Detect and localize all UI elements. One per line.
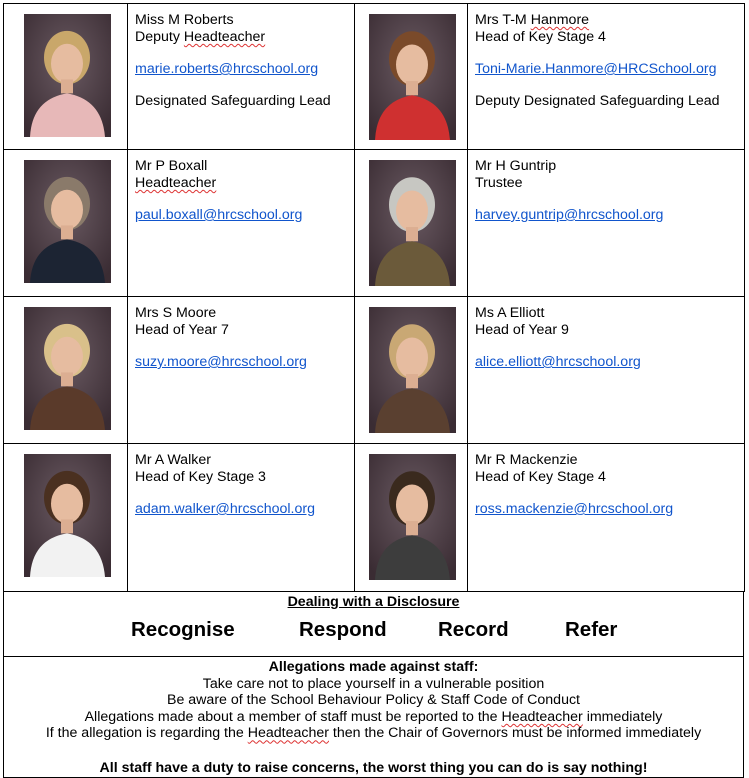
staff-photo <box>24 160 111 283</box>
staff-email-link[interactable]: Toni-Marie.Hanmore@HRCSchool.org <box>475 61 717 77</box>
spellcheck-flag: Headteacher <box>183 29 266 45</box>
allegations-heading: Allegations made against staff: <box>268 659 479 675</box>
spellcheck-flag: Headteacher <box>501 708 583 725</box>
photo-cell <box>4 297 128 444</box>
staff-photo <box>24 307 111 430</box>
disclosure-box <box>3 592 744 657</box>
staff-email-link[interactable]: adam.walker@hrcschool.org <box>135 501 315 517</box>
staff-role: Head of Key Stage 4 <box>475 29 606 45</box>
disclosure-steps <box>4 618 743 646</box>
staff-info-cell <box>128 4 355 150</box>
photo-cell <box>4 150 128 297</box>
spellcheck-flag: Hanmore <box>530 12 590 28</box>
staff-row <box>4 150 745 297</box>
staff-name: Mr H Guntrip <box>475 158 557 174</box>
staff-photo <box>24 14 111 137</box>
staff-photo <box>369 454 456 580</box>
staff-info-cell <box>468 150 745 297</box>
allegations-line: Take care not to place yourself in a vulnerable position <box>202 675 545 692</box>
staff-name: Ms A Elliott <box>475 305 545 321</box>
allegations-box <box>3 657 744 778</box>
staff-role: Head of Key Stage 4 <box>475 469 606 485</box>
step-respond: Respond <box>299 618 387 641</box>
staff-row <box>4 444 745 592</box>
staff-name: Mr A Walker <box>135 452 211 468</box>
staff-note: Deputy Designated Safeguarding Lead <box>475 93 720 109</box>
staff-role: Head of Year 7 <box>135 322 229 338</box>
photo-cell <box>4 444 128 592</box>
staff-name: Mr P Boxall <box>135 158 208 174</box>
step-recognise: Recognise <box>131 618 235 641</box>
staff-photo <box>369 307 456 433</box>
staff-info-cell <box>468 4 745 150</box>
staff-name: Mrs S Moore <box>135 305 217 321</box>
staff-row <box>4 4 745 150</box>
staff-name: Miss M Roberts <box>135 12 234 28</box>
staff-email-link[interactable]: marie.roberts@hrcschool.org <box>135 61 319 77</box>
staff-info-cell <box>468 297 745 444</box>
staff-email-link[interactable]: harvey.guntrip@hrcschool.org <box>475 207 664 223</box>
photo-cell <box>355 150 468 297</box>
staff-name: Mr R Mackenzie <box>475 452 578 468</box>
disclosure-title: Dealing with a Disclosure <box>287 594 460 610</box>
staff-info-cell <box>128 444 355 592</box>
allegations-line: Allegations made about a member of staff must be reported to the Headteacher immediately <box>84 708 663 725</box>
photo-cell <box>355 4 468 150</box>
safeguarding-sheet <box>3 3 744 776</box>
staff-role: Trustee <box>475 175 523 191</box>
staff-role: Head of Year 9 <box>475 322 569 338</box>
staff-role <box>135 175 346 192</box>
staff-info-cell <box>128 297 355 444</box>
photo-cell <box>4 4 128 150</box>
photo-cell <box>355 444 468 592</box>
spellcheck-flag: Headteacher <box>247 725 329 742</box>
staff-name: Mrs T-M Hanmore <box>475 12 590 28</box>
step-refer: Refer <box>565 618 618 641</box>
staff-info-cell <box>128 150 355 297</box>
staff-email-link[interactable]: alice.elliott@hrcschool.org <box>475 354 641 370</box>
staff-note: Designated Safeguarding Lead <box>135 93 331 109</box>
staff-info-cell <box>468 444 745 592</box>
allegations-closing: All staff have a duty to raise concerns, the worst thing you can do is say nothing! <box>99 759 648 776</box>
staff-photo <box>369 160 456 286</box>
step-record: Record <box>438 618 509 641</box>
staff-photo <box>369 14 456 140</box>
staff-email-link[interactable]: ross.mackenzie@hrcschool.org <box>475 501 674 517</box>
allegations-line: Be aware of the School Behaviour Policy & Staff Code of Conduct <box>167 692 580 709</box>
spellcheck-flag: Headteacher <box>135 175 217 191</box>
photo-cell <box>355 297 468 444</box>
staff-role: Deputy Headteacher <box>135 29 266 45</box>
allegations-line: If the allegation is regarding the Headteacher then the Chair of Governors must be informed immediately <box>45 725 702 742</box>
staff-email-link[interactable]: paul.boxall@hrcschool.org <box>135 207 303 223</box>
staff-role: Head of Key Stage 3 <box>135 469 266 485</box>
staff-photo <box>24 454 111 577</box>
staff-email-link[interactable]: suzy.moore@hrcschool.org <box>135 354 307 370</box>
staff-row <box>4 297 745 444</box>
staff-table <box>3 3 745 592</box>
